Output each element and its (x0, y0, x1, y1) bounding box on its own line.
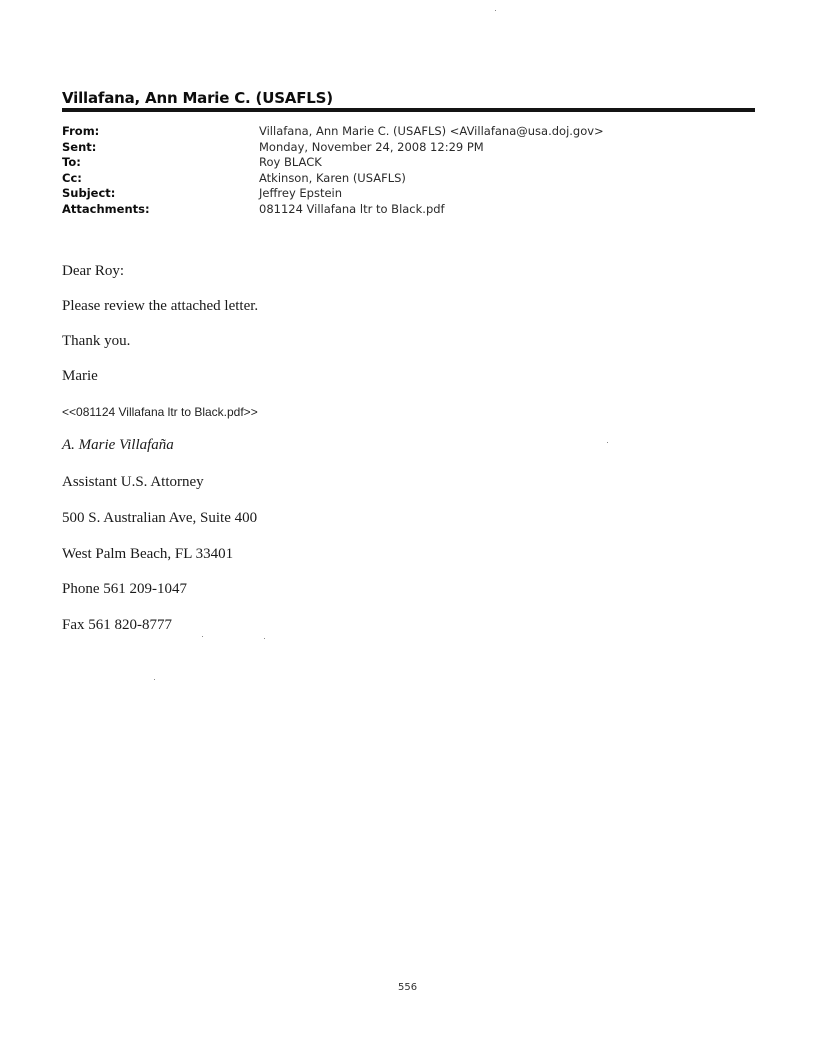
signature-name: A. Marie Villafaña (62, 437, 174, 453)
sent-value: Monday, November 24, 2008 12:29 PM (259, 139, 484, 154)
greeting: Dear Roy: (62, 263, 125, 279)
from-row (62, 124, 762, 140)
from-value: Villafana, Ann Marie C. (USAFLS) <AVillafana@usa.doj.gov> (259, 124, 604, 138)
sender-first-name: Marie (62, 368, 98, 384)
signature-address-line2: West Palm Beach, FL 33401 (62, 546, 234, 562)
signature-title: Assistant U.S. Attorney (62, 474, 204, 490)
body-line: Please review the attached letter. (62, 298, 259, 314)
sent-row (62, 140, 762, 156)
to-label: To: (62, 155, 81, 170)
subject-label: Subject: (62, 186, 116, 201)
to-value: Roy BLACK (259, 155, 322, 170)
scan-speck (607, 442, 608, 443)
cc-label: Cc: (62, 170, 82, 185)
page-number: 556 (398, 982, 418, 993)
attachments-row (62, 202, 762, 218)
subject-row (62, 186, 762, 202)
scan-speck (202, 636, 203, 637)
closing: Thank you. (62, 333, 131, 349)
to-row (62, 155, 762, 171)
cc-value: Atkinson, Karen (USAFLS) (259, 170, 406, 185)
scan-speck (495, 10, 496, 11)
attachment-reference: <<081124 Villafana ltr to Black.pdf>> (62, 405, 258, 419)
signature-address-line1: 500 S. Australian Ave, Suite 400 (62, 510, 258, 526)
from-label: From: (62, 124, 100, 138)
cc-row (62, 171, 762, 187)
scan-speck (154, 679, 155, 680)
scan-speck (264, 638, 265, 639)
attachments-label: Attachments: (62, 201, 150, 216)
signature-fax: Fax 561 820-8777 (62, 617, 172, 633)
header-divider (62, 108, 755, 112)
subject-value: Jeffrey Epstein (259, 186, 343, 201)
signature-phone: Phone 561 209-1047 (62, 581, 187, 597)
sender-header-name: Villafana, Ann Marie C. (USAFLS) (62, 89, 333, 107)
email-metadata (62, 124, 762, 218)
sent-label: Sent: (62, 139, 97, 154)
attachments-value: 081124 Villafana ltr to Black.pdf (259, 201, 445, 216)
